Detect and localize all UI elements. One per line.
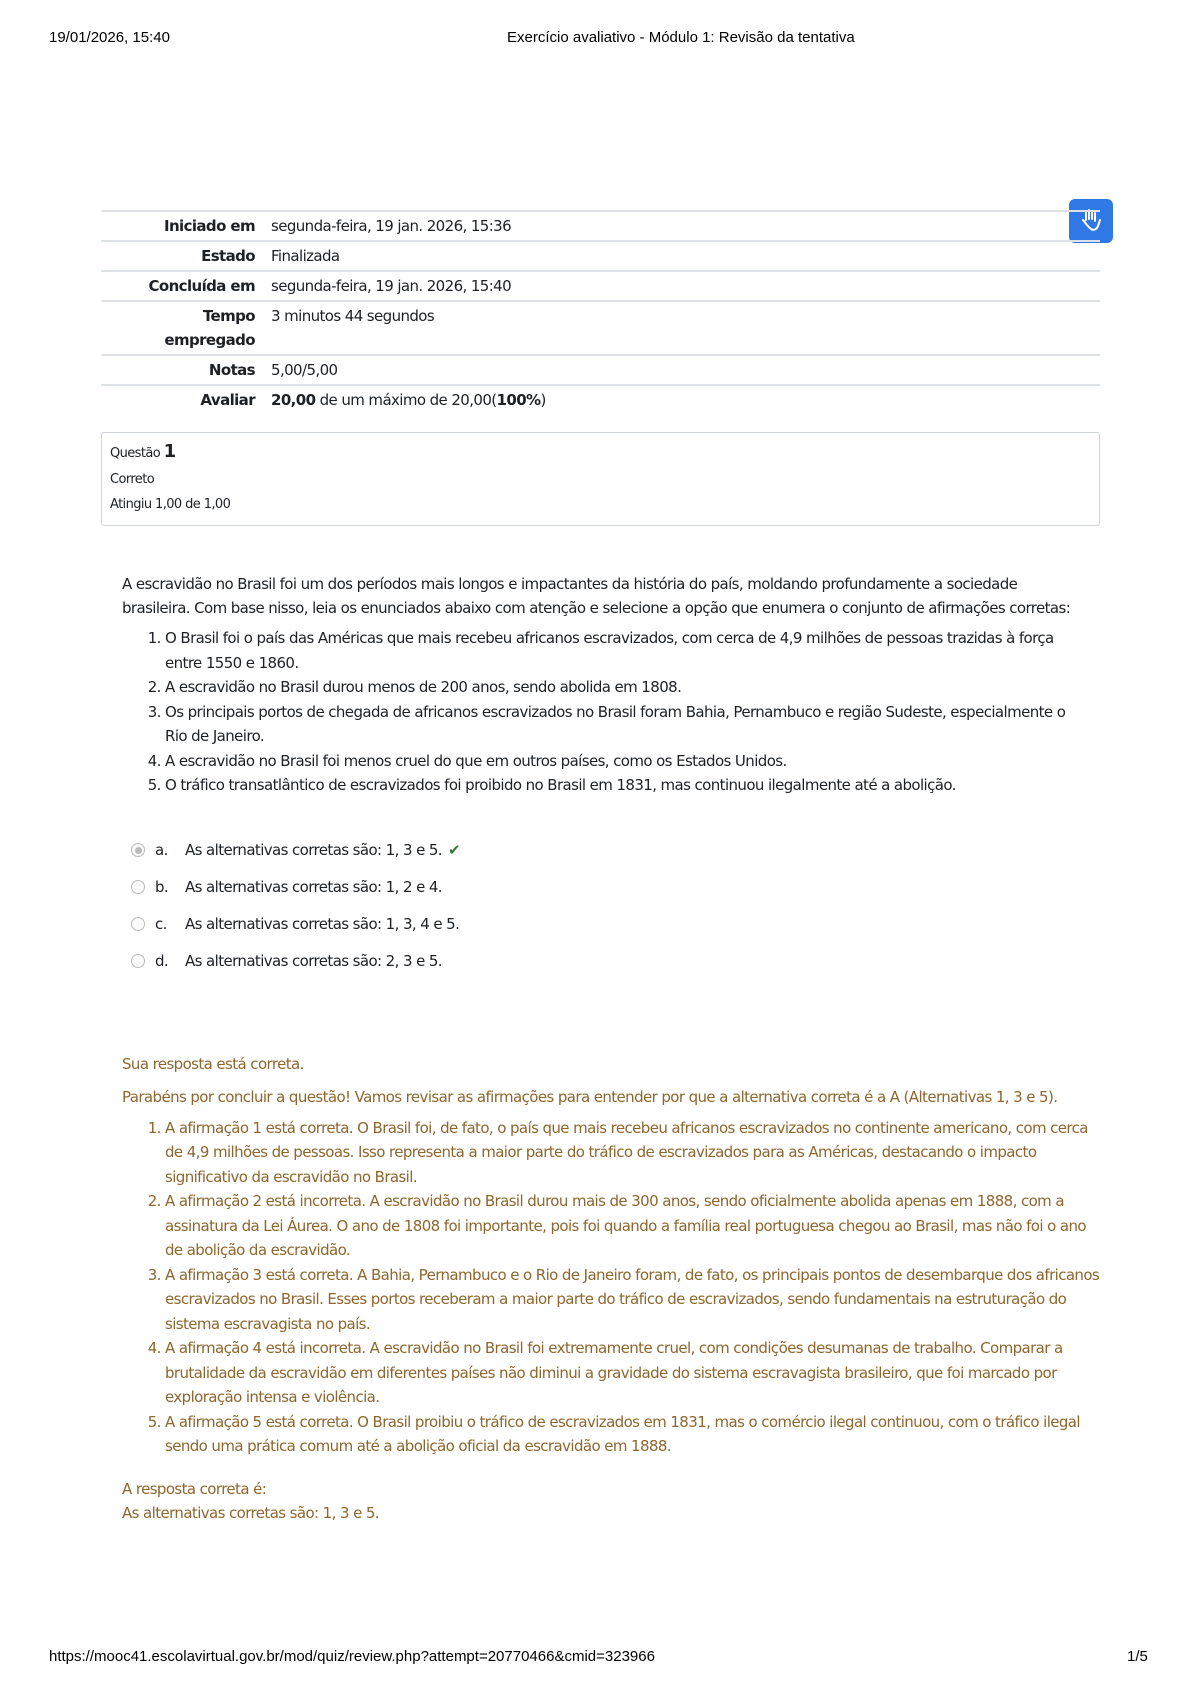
answer-options (131, 832, 1082, 980)
summary-row: Notas 5,00/5,00 (101, 355, 1100, 385)
option-c[interactable]: c. As alternativas corretas são: 1, 3, 4 e 5. (131, 906, 1082, 943)
question-state: Correto (110, 472, 155, 487)
summary-row: Concluída em segunda-feira, 19 jan. 2026, 15:40 (101, 271, 1100, 301)
quiz-review (101, 210, 1100, 1526)
print-datetime: 19/01/2026, 15:40 (49, 29, 170, 46)
statement: 4. A escravidão no Brasil foi menos cruel do que em outros países, como os Estados Unidos. (165, 749, 1082, 774)
radio[interactable] (131, 954, 145, 968)
radio-selected[interactable] (131, 843, 145, 857)
print-title: Exercício avaliativo - Módulo 1: Revisão da tentativa (507, 29, 855, 46)
option-a[interactable]: a. As alternativas corretas são: 1, 3 e 5. ✔ (131, 832, 1082, 869)
statement: 3. Os principais portos de chegada de africanos escravizados no Brasil foram Bahia, Pernambuco e região Sudeste, especialmente o Rio de Janeiro. (165, 700, 1082, 749)
attempt-summary-table (101, 210, 1100, 414)
summary-row: Estado Finalizada (101, 241, 1100, 271)
right-answer-label: A resposta correta é: (122, 1479, 267, 1498)
statement-list (122, 626, 1082, 798)
radio[interactable] (131, 880, 145, 894)
right-answer: As alternativas corretas são: 1, 3 e 5. (122, 1504, 379, 1522)
statement: 2. A escravidão no Brasil durou menos de 200 anos, sendo abolida em 1808. (165, 675, 1082, 700)
feedback (122, 1052, 1102, 1526)
page-url: https://mooc41.escolavirtual.gov.br/mod/quiz/review.php?attempt=20770466&cmid=323966 (49, 1648, 655, 1665)
option-b[interactable]: b. As alternativas corretas são: 1, 2 e 4. (131, 869, 1082, 906)
page-number: 1/5 (1127, 1648, 1148, 1665)
feedback-intro: Parabéns por concluir a questão! Vamos revisar as afirmações para entender por que a alternativa correta é a A (Alternativas 1, 3 e 5). (122, 1088, 1058, 1106)
summary-row: Avaliar 20,00 de um máximo de 20,00(100%) (101, 385, 1100, 414)
question-grade: Atingiu 1,00 de 1,00 (110, 497, 231, 512)
question-number: 1 (163, 441, 176, 462)
question-info: Questão 1 Correto Atingiu 1,00 de 1,00 (101, 432, 1100, 526)
summary-row: Tempo empregado 3 minutos 44 segundos (101, 301, 1100, 355)
statement: 5. O tráfico transatlântico de escravizados foi proibido no Brasil em 1831, mas continuou ilegalmente até a abolição. (165, 773, 1082, 798)
question-text: A escravidão no Brasil foi um dos períodos mais longos e impactantes da história do país, moldando profundamente a sociedade brasileira. Com base nisso, leia os enunciados abaixo com atenção e selecione a opção que enumera o conjunto de afirmações corretas: 1. O Brasil foi o país das Américas que mais recebeu africanos escravizados, com cerca de 4,9 milhões de pessoas trazidas à força entre 1550 e 1860. 2. A escravidão no Brasil durou menos de 200 anos, sendo abolida em 1808. 3. Os principais portos de chegada de africanos escravizados no Brasil foram Bahia, Pernambuco e região Sudeste, especialmente o Rio de Janeiro. 4. A escravidão no Brasil foi menos cruel do que em outros países, como os Estados Unidos. 5. O tráfico transatlântico de escravizados foi proibido no Brasil em 1831, mas continuou ilegalmente até a abolição. a. As alternativas corretas são: 1, 3 e 5. ✔ b. As alternativas corretas são: 1, 2 e 4. c. As alternativas corretas são: 1, 3, 4 e 5. d. As alternativas corretas são: 2, 3 e 5. (122, 572, 1082, 980)
summary-row: Iniciado em segunda-feira, 19 jan. 2026, 15:36 (101, 211, 1100, 241)
feedback-list: 1. A afirmação 1 está correta. O Brasil foi, de fato, o país que mais recebeu africanos escravizados no continente americano, com cerca de 4,9 milhões de pessoas. Isso representa a maior parte do tráfico de escravizados para as Américas, destacando o impacto significativo da escravidão no Brasil. 2. A afirmação 2 está incorreta. A escravidão no Brasil durou mais de 300 anos, sendo oficialmente abolida apenas em 1888, com a assinatura da Lei Áurea. O ano de 1808 foi importante, pois foi quando a família real portuguesa chegou ao Brasil, mas não foi o ano de abolição da escravidão. 3. A afirmação 3 está correta. A Bahia, Pernambuco e o Rio de Janeiro foram, de fato, os principais pontos de desembarque dos africanos escravizados no Brasil. Esses portos receberam a maior parte do tráfico de escravizados, sendo fundamentais na estruturação do sistema escravagista no país. 4. A afirmação 4 está incorreta. A escravidão no Brasil foi extremamente cruel, com condições desumanas de trabalho. Comparar a brutalidade da escravidão em diferentes países não diminui a gravidade do sistema escravagista brasileiro, que foi marcado por exploração intensa e violência. 5. A afirmação 5 está correta. O Brasil proibiu o tráfico de escravizados em 1831, mas o comércio ilegal continuou, com o tráfico ilegal sendo uma prática comum até a abolição oficial da escravidão em 1888. (122, 1116, 1102, 1459)
check-icon: ✔ (447, 841, 460, 859)
option-d[interactable]: d. As alternativas corretas são: 2, 3 e 5. (131, 943, 1082, 980)
feedback-result: Sua resposta está correta. (122, 1054, 304, 1073)
radio[interactable] (131, 917, 145, 931)
statement: 1. O Brasil foi o país das Américas que mais recebeu africanos escravizados, com cerca de 4,9 milhões de pessoas trazidas à força entre 1550 e 1860. (165, 626, 1082, 675)
